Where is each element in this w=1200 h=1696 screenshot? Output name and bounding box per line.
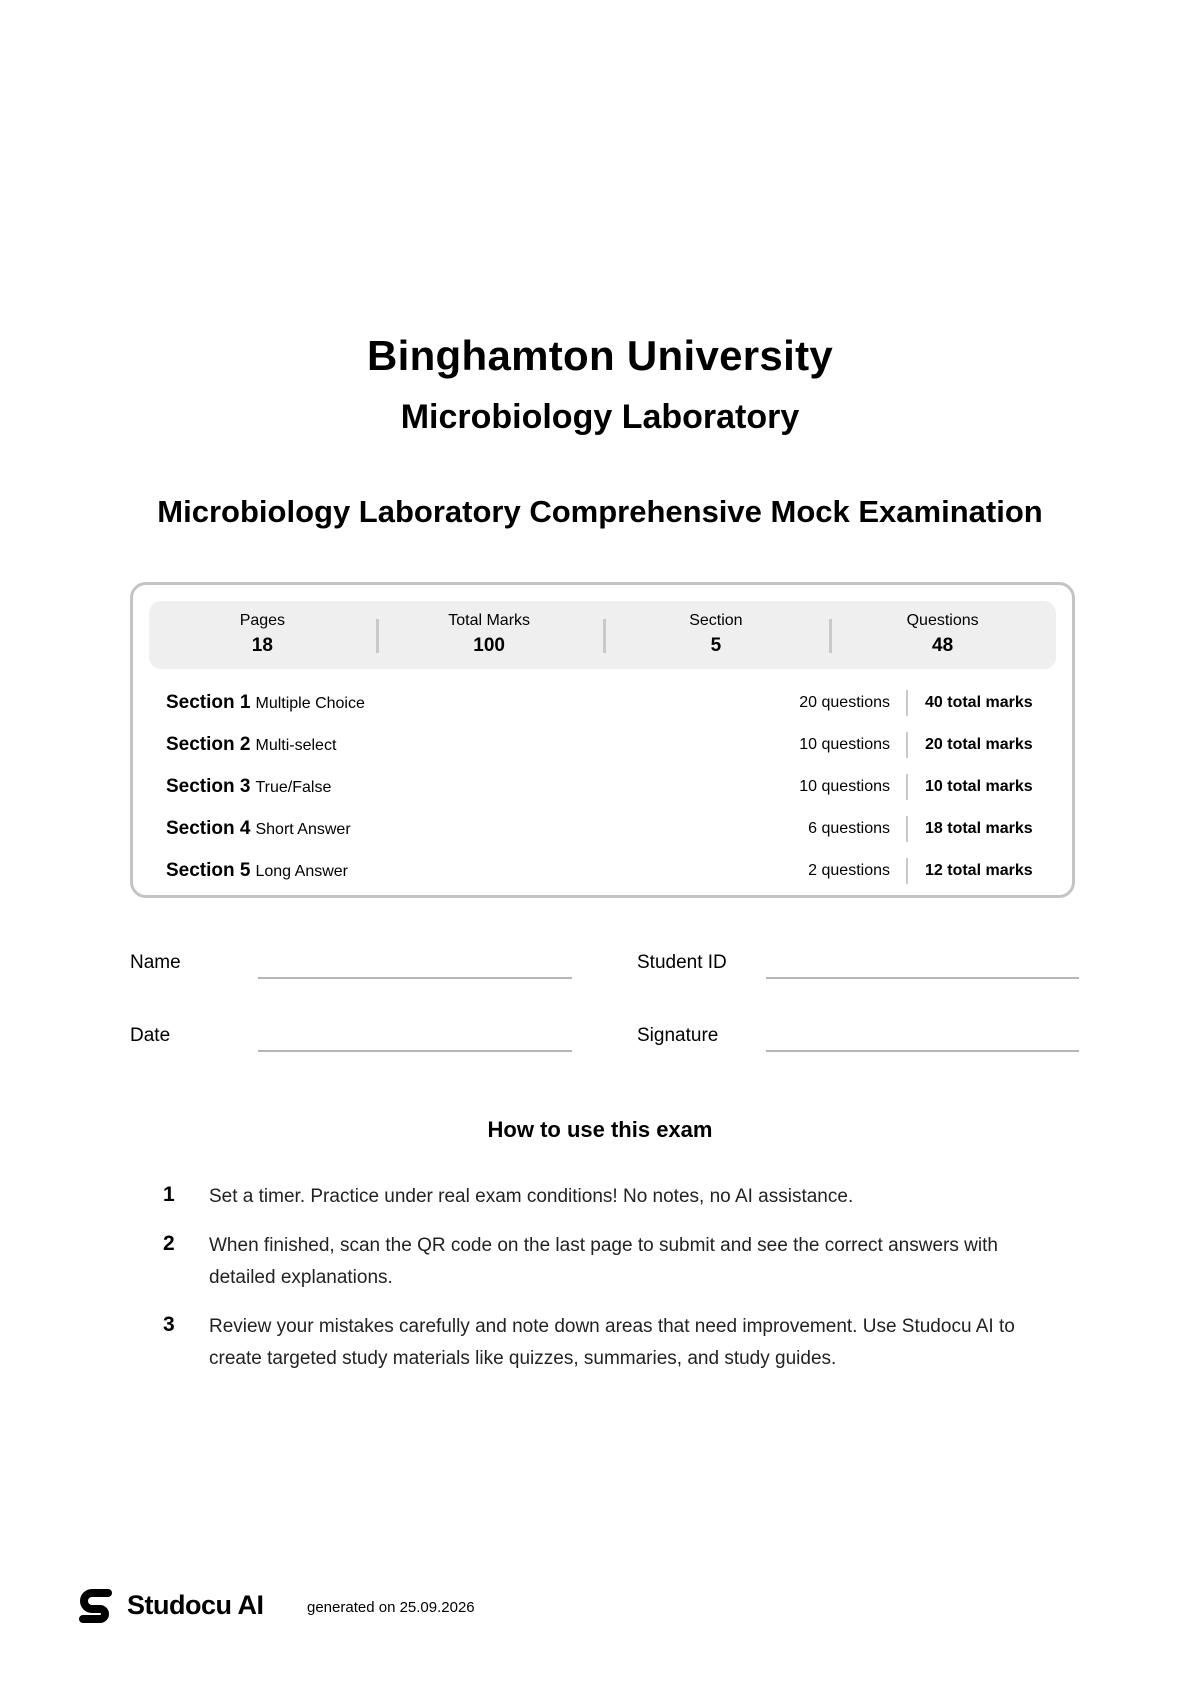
stat-value: 48 <box>932 635 954 656</box>
signature-field[interactable] <box>766 1050 1079 1052</box>
section-name: Section 1 <box>166 692 251 713</box>
section-type: Multiple Choice <box>255 695 365 712</box>
step-number: 3 <box>163 1313 175 1336</box>
step-text: Set a timer. Practice under real exam conditions! No notes, no AI assistance. <box>209 1186 854 1207</box>
stat-value: 100 <box>473 635 505 656</box>
section-divider <box>906 732 908 758</box>
section-divider <box>906 774 908 800</box>
section-type: Multi-select <box>255 737 337 754</box>
stat-sections <box>603 601 830 669</box>
stat-total-marks <box>376 601 603 669</box>
section-questions: 6 questions <box>808 820 890 837</box>
date-field[interactable] <box>258 1050 572 1052</box>
howto-title: How to use this exam <box>487 1117 713 1142</box>
section-row <box>133 766 1072 808</box>
stat-label: Questions <box>906 612 979 629</box>
section-marks: 10 total marks <box>925 778 1033 795</box>
section-type: Short Answer <box>255 821 351 838</box>
name-label: Name <box>130 952 181 973</box>
section-divider <box>906 816 908 842</box>
university-title: Binghamton University <box>366 332 834 379</box>
stat-label: Section <box>689 612 743 629</box>
stat-value: 5 <box>710 635 722 656</box>
section-questions: 2 questions <box>808 862 890 879</box>
section-marks: 12 total marks <box>925 862 1033 879</box>
name-field[interactable] <box>258 977 572 979</box>
section-row <box>133 724 1072 766</box>
signature-label: Signature <box>637 1025 719 1046</box>
studocu-brand: Studocu AI <box>127 1590 264 1620</box>
step-text: Review your mistakes carefully and note down areas that need improvement. Use Studocu AI to create targeted study materials like quizzes, summaries, and study guides. <box>209 1316 1015 1369</box>
student-id-field[interactable] <box>766 977 1079 979</box>
step-text: When finished, scan the QR code on the last page to submit and see the correct answers with detailed explanations. <box>209 1235 998 1288</box>
generated-date: generated on 25.09.2026 <box>307 1599 475 1616</box>
section-name: Section 5 <box>166 860 251 881</box>
stat-label: Pages <box>239 612 286 629</box>
exam-title: Microbiology Laboratory Comprehensive Mock Examination <box>157 494 1043 529</box>
section-name: Section 4 <box>166 818 251 839</box>
step-number: 2 <box>163 1232 175 1255</box>
exam-summary-card <box>130 582 1075 898</box>
stat-pages <box>149 601 376 669</box>
stat-questions <box>829 601 1056 669</box>
section-marks: 18 total marks <box>925 820 1033 837</box>
student-id-label: Student ID <box>637 952 727 973</box>
date-label: Date <box>130 1025 171 1046</box>
section-marks: 40 total marks <box>925 694 1033 711</box>
section-row <box>133 850 1072 892</box>
course-title: Microbiology Laboratory <box>400 398 800 436</box>
section-marks: 20 total marks <box>925 736 1033 753</box>
section-divider <box>906 858 908 884</box>
section-type: Long Answer <box>255 863 348 880</box>
section-questions: 20 questions <box>799 694 890 711</box>
step-number: 1 <box>163 1183 175 1206</box>
stat-label: Total Marks <box>448 612 531 629</box>
section-name: Section 3 <box>166 776 251 797</box>
studocu-logo-icon <box>78 1587 114 1625</box>
section-row <box>133 682 1072 724</box>
section-row <box>133 808 1072 850</box>
section-questions: 10 questions <box>799 778 890 795</box>
section-divider <box>906 690 908 716</box>
stat-value: 18 <box>251 635 273 656</box>
stats-bar <box>149 601 1056 669</box>
section-type: True/False <box>255 779 332 796</box>
section-name: Section 2 <box>166 734 251 755</box>
section-questions: 10 questions <box>799 736 890 753</box>
